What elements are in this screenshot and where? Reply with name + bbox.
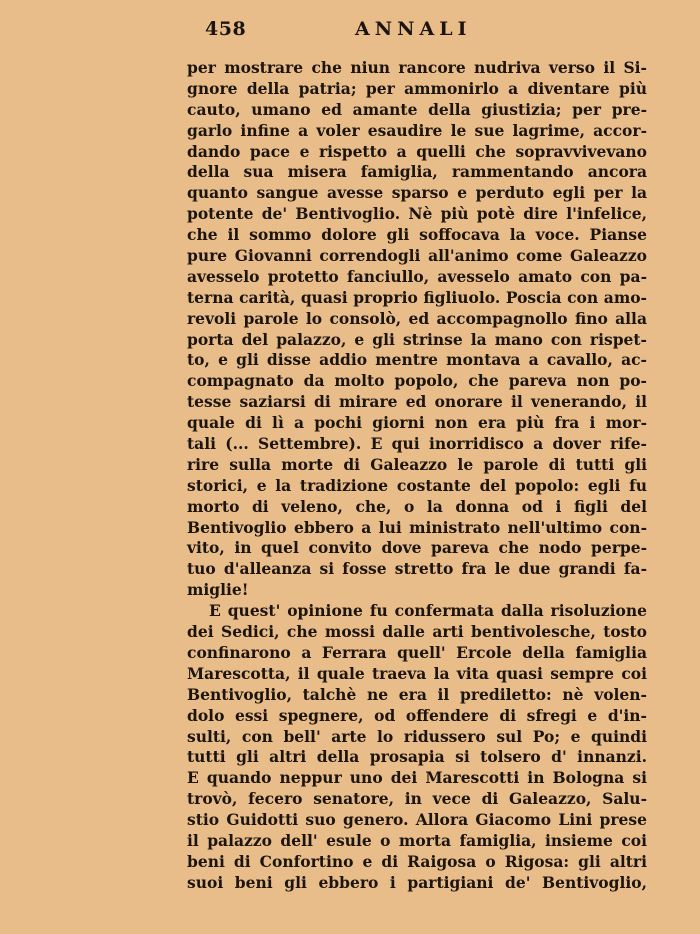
text-line: sulti, con bell' arte lo ridussero sul Po; e quindi xyxy=(187,726,647,746)
text-line: to, e gli disse addio mentre montava a cavallo, ac- xyxy=(187,350,647,370)
page-header xyxy=(205,18,645,46)
text-line: il palazzo dell' esule o morta famiglia, insieme coi xyxy=(187,830,647,850)
text-line: Bentivoglio ebbero a lui ministrato nell'ultimo con- xyxy=(187,517,647,537)
text-line: tali (... Settembre). E qui inorridisco a dover rife- xyxy=(187,434,647,454)
running-title: ANNALI xyxy=(355,18,472,40)
text-line: potente de' Bentivoglio. Nè più potè dire l'infelice, xyxy=(187,204,647,224)
text-line: pure Giovanni correndogli all'animo come Galeazzo xyxy=(187,246,647,266)
text-line: gnore della patria; per ammonirlo a diventare più xyxy=(187,78,647,98)
text-line: per mostrare che niun rancore nudriva verso il Si- xyxy=(187,58,647,77)
text-line: revoli parole lo consolò, ed accompagnollo fino alla xyxy=(187,308,647,328)
text-line: suoi beni gli ebbero i partigiani de' Bentivoglio, xyxy=(187,872,647,892)
text-line: stio Guidotti suo genero. Allora Giacomo Lini prese xyxy=(187,810,647,830)
text-line: dando pace e rispetto a quelli che sopravvivevano xyxy=(187,141,647,161)
text-line: tesse saziarsi di mirare ed onorare il venerando, il xyxy=(187,392,647,412)
text-line: Bentivoglio, talchè ne era il prediletto: nè volen- xyxy=(187,684,647,704)
text-line: avesselo protetto fanciullo, avesselo amato con pa- xyxy=(187,266,647,286)
text-line: confinarono a Ferrara quell' Ercole della famiglia xyxy=(187,642,647,662)
text-line: cauto, umano ed amante della giustizia; per pre- xyxy=(187,99,647,119)
text-line: quale di lì a pochi giorni non era più fra i mor- xyxy=(187,413,647,433)
body-text xyxy=(187,58,647,894)
text-line: dolo essi spegnere, od offendere di sfregi e d'in- xyxy=(187,705,647,725)
text-line: porta del palazzo, e gli strinse la mano con rispet- xyxy=(187,329,647,349)
text-line: beni di Confortino e di Raigosa o Rigosa: gli altri xyxy=(187,851,647,871)
text-line: morto di veleno, che, o la donna od i figli del xyxy=(187,496,647,516)
text-line: quanto sangue avesse sparso e perduto egli per la xyxy=(187,183,647,203)
page-number: 458 xyxy=(205,18,247,40)
text-line: rire sulla morte di Galeazzo le parole di tutti gli xyxy=(187,454,647,474)
text-line: dei Sedici, che mossi dalle arti bentivolesche, tosto xyxy=(187,622,647,642)
text-line: storici, e la tradizione costante del popolo: egli fu xyxy=(187,475,647,495)
text-line: trovò, fecero senatore, in vece di Galeazzo, Salu- xyxy=(187,789,647,809)
text-line: tutti gli altri della prosapia si tolsero d' innanzi. xyxy=(187,747,647,767)
text-line: miglie! xyxy=(187,580,249,600)
text-line: terna carità, quasi proprio figliuolo. Poscia con amo- xyxy=(187,287,647,307)
text-line: tuo d'alleanza si fosse stretto fra le due grandi fa- xyxy=(187,559,647,579)
text-line: che il sommo dolore gli soffocava la voce. Pianse xyxy=(187,225,647,245)
text-line: E quest' opinione fu confermata dalla risoluzione xyxy=(209,601,647,621)
text-line: compagnato da molto popolo, che pareva non po- xyxy=(187,371,647,391)
text-line: garlo infine a voler esaudire le sue lagrime, accor- xyxy=(187,120,647,140)
text-line: vito, in quel convito dove pareva che nodo perpe- xyxy=(187,538,647,558)
text-line: Marescotta, il quale traeva la vita quasi sempre coi xyxy=(187,663,647,683)
text-line: della sua misera famiglia, rammentando ancora xyxy=(187,162,647,182)
text-line: E quando neppur uno dei Marescotti in Bologna si xyxy=(187,768,647,788)
